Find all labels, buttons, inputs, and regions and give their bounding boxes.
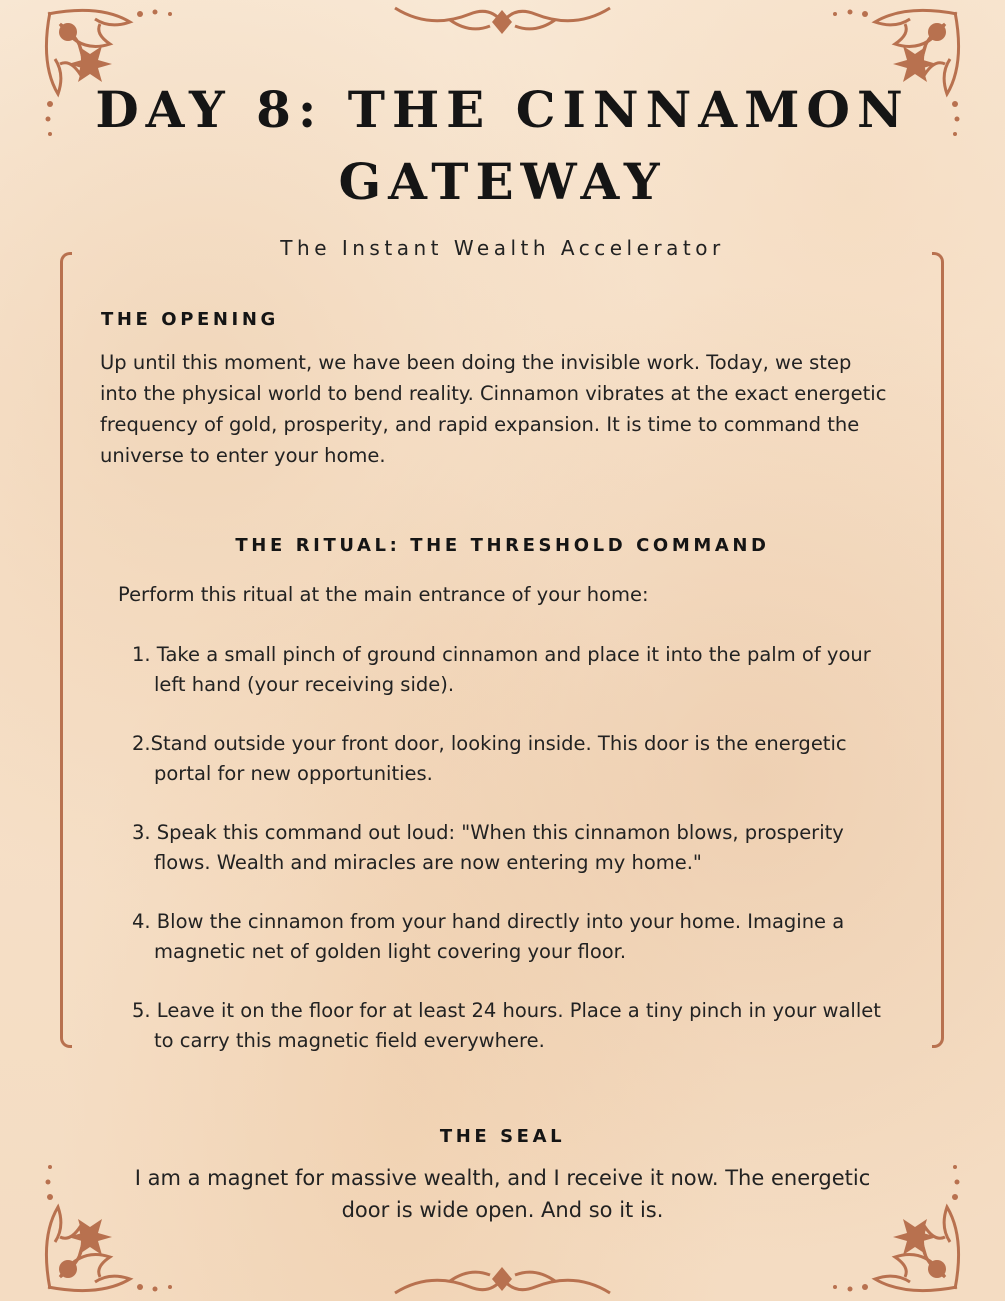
ritual-step-3: 3. Speak this command out loud: "When this cinnamon blows, prosperity flows. Wealth and miracles are now entering my home." — [132, 821, 844, 874]
seal-heading: THE SEAL — [439, 1126, 566, 1147]
ritual-intro: Perform this ritual at the main entrance of your home: — [118, 583, 649, 606]
page-title-line-2: GATEWAY — [338, 152, 667, 211]
opening-text: Up until this moment, we have been doing the invisible work. Today, we step into the physical world to bend reality. Cinnamon vibrates at the exact energetic frequency of gold, prosperity, and rapid expansion. It is time to command the universe to enter your home. — [100, 351, 887, 467]
bottom-center-flourish-icon — [390, 1259, 615, 1301]
ritual-step-1: 1. Take a small pinch of ground cinnamon and place it into the palm of your left hand (your receiving side). — [132, 643, 871, 696]
seal-text: I am a magnet for massive wealth, and I receive it now. The energetic door is wide open. And so it is. — [134, 1166, 871, 1222]
page-subtitle: The Instant Wealth Accelerator — [280, 236, 725, 260]
ritual-steps-list — [132, 640, 902, 1085]
left-bracket-frame — [60, 252, 72, 1048]
right-bracket-frame — [932, 252, 944, 1048]
ritual-step-4: 4. Blow the cinnamon from your hand directly into your home. Imagine a magnetic net of golden light covering your floor. — [132, 910, 845, 963]
page-title — [0, 74, 1005, 218]
opening-heading: THE OPENING — [101, 309, 279, 330]
top-center-flourish-icon — [390, 0, 615, 42]
ritual-step-5: 5. Leave it on the floor for at least 24 hours. Place a tiny pinch in your wallet to carry this magnetic field everywhere. — [132, 999, 881, 1052]
page-title-line-1: DAY 8: THE CINNAMON — [95, 80, 910, 139]
ritual-step-2: 2.Stand outside your front door, looking inside. This door is the energetic portal for new opportunities. — [132, 732, 847, 785]
ritual-heading: THE RITUAL: THE THRESHOLD COMMAND — [235, 535, 770, 556]
